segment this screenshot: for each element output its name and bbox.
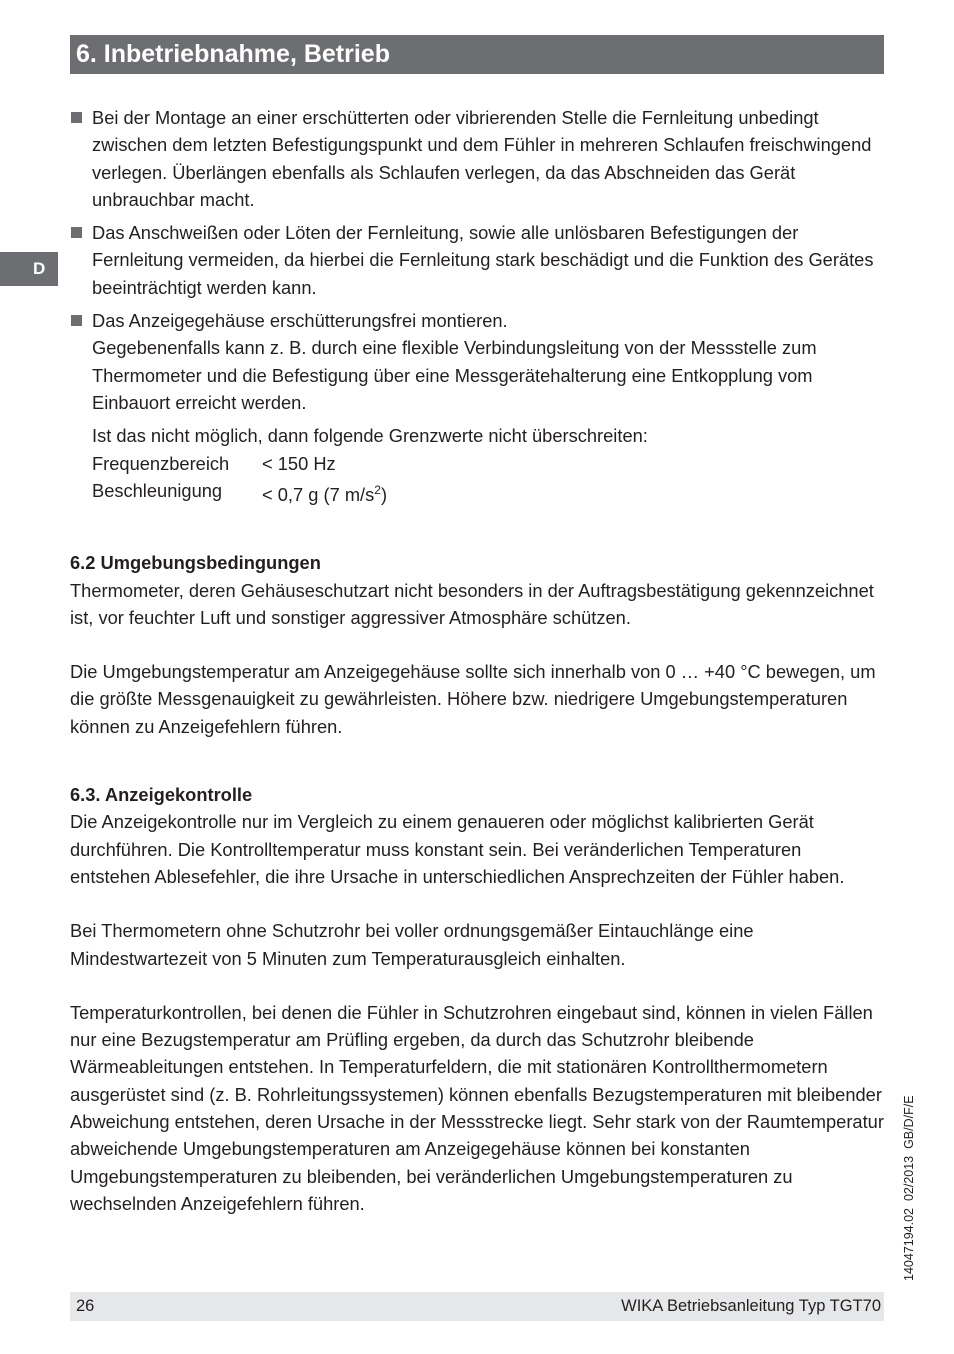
section-header-bar bbox=[70, 35, 884, 74]
section-heading: 6.2 Umgebungsbedingungen bbox=[70, 552, 321, 574]
footer-bar bbox=[70, 1292, 884, 1321]
page-title: 6. Inbetriebnahme, Betrieb bbox=[76, 40, 390, 68]
paragraph: Die Anzeigekontrolle nur im Vergleich zu einem genaueren oder möglichst kalibrierten Gerät durchführen. Die Kontrolltemperatur muss konstant sein. Bei veränderlichen Temperaturen entstehen Ablesefehler, die ihre Ursache in unterschiedlichen Ansprechzeiten der Fühler haben. bbox=[70, 811, 845, 887]
paragraph: Thermometer, deren Gehäuseschutzart nicht besonders in der Auftragsbestätigung gekennzeichnet ist, vor feuchter Luft und sonstiger aggressiver Atmosphäre schützen. bbox=[70, 579, 874, 628]
square-bullet-icon bbox=[71, 112, 82, 123]
bullet-text: Bei der Montage an einer erschütterten oder vibrierenden Stelle die Fernleitung unbedingt zwischen dem letzten Befestigungspunkt und dem Fühler in mehreren Schlaufen freischwingend verlegen. Überlängen ebenfalls als Schlaufen verlegen, da das Abschneiden das Gerät unbrauchbar macht. bbox=[92, 107, 872, 210]
bullet-item bbox=[70, 104, 884, 213]
document-code: 14047194.02 02/2013 GB/D/F/E bbox=[902, 1095, 916, 1281]
page-content bbox=[70, 104, 884, 1217]
limit-value: < 0,7 g (7 $m/s^2$) bbox=[262, 482, 388, 505]
square-bullet-icon bbox=[71, 227, 82, 238]
paragraph: Bei Thermometern ohne Schutzrohr bei voller ordnungsgemäßer Eintauchlänge eine Mindestwartezeit von 5 Minuten zum Temperaturausgleich einhalten. bbox=[70, 920, 754, 969]
footer-title: WIKA Betriebsanleitung Typ TGT70 bbox=[621, 1297, 881, 1315]
limit-row bbox=[92, 450, 884, 477]
bullet-text: Das Anschweißen oder Löten der Fernleitung, sowie alle unlösbaren Befestigungen der Fernleitung vermeiden, da hierbei die Fernleitung stark beschädigt und die Funktion des Gerätes beeinträchtigt werden kann. bbox=[92, 222, 874, 298]
limit-values bbox=[70, 422, 884, 508]
limit-row bbox=[92, 477, 884, 508]
paragraph: Temperaturkontrollen, bei denen die Fühler in Schutzrohren eingebaut sind, können in vielen Fällen nur eine Bezugstemperatur am Prüfling ergeben, da durch das Schutzrohr bleibende Wärmeableitungen entstehen. In Temperaturfeldern, die mit stationären Kontrollthermometern ausgerüstet sind (z. B. Rohrleitungssystemen) können ebenfalls Bezugstemperaturen mit bleibender Abweichung entstehen, deren Ursache in der Messstrecke liegt. Sehr stark von der Raumtemperatur abweichende Umgebungstemperaturen am Anzeigegehäuse können bei konstanten Umgebungstemperaturen zu bleibenden, bei veränderlichen Umgebungstemperaturen zu wechselnden Anzeigefehlern führen. bbox=[70, 1001, 884, 1214]
bullet-continuation: Gegebenenfalls kann z. B. durch eine flexible Verbindungsleitung von der Messstelle zum Thermometer und die Befestigung über eine Messgerätehalterung eine Entkopplung vom Einbauort erreicht werden. bbox=[92, 337, 817, 413]
limit-value: < 150 Hz bbox=[262, 452, 336, 474]
language-tab bbox=[0, 252, 58, 286]
limit-label: Frequenzbereich bbox=[92, 452, 230, 474]
language-tab-label: D bbox=[33, 259, 46, 278]
limit-label: Beschleunigung bbox=[92, 479, 223, 501]
bullet-item bbox=[70, 307, 884, 334]
bullet-text: Das Anzeigegehäuse erschütterungsfrei montieren. bbox=[92, 310, 508, 332]
section-heading: 6.3. Anzeigekontrolle bbox=[70, 784, 253, 806]
page-number: 26 bbox=[76, 1297, 95, 1315]
square-bullet-icon bbox=[71, 315, 82, 326]
paragraph: Die Umgebungstemperatur am Anzeigegehäuse sollte sich innerhalb von 0 … +40 °C bewegen, um die größte Messgenauigkeit zu gewährleisten. Höhere bzw. niedrigere Umgebungstemperaturen können zu Anzeigefehlern führen. bbox=[70, 661, 876, 737]
limits-intro: Ist das nicht möglich, dann folgende Grenzwerte nicht überschreiten: bbox=[92, 425, 648, 447]
bullet-item bbox=[70, 219, 884, 301]
